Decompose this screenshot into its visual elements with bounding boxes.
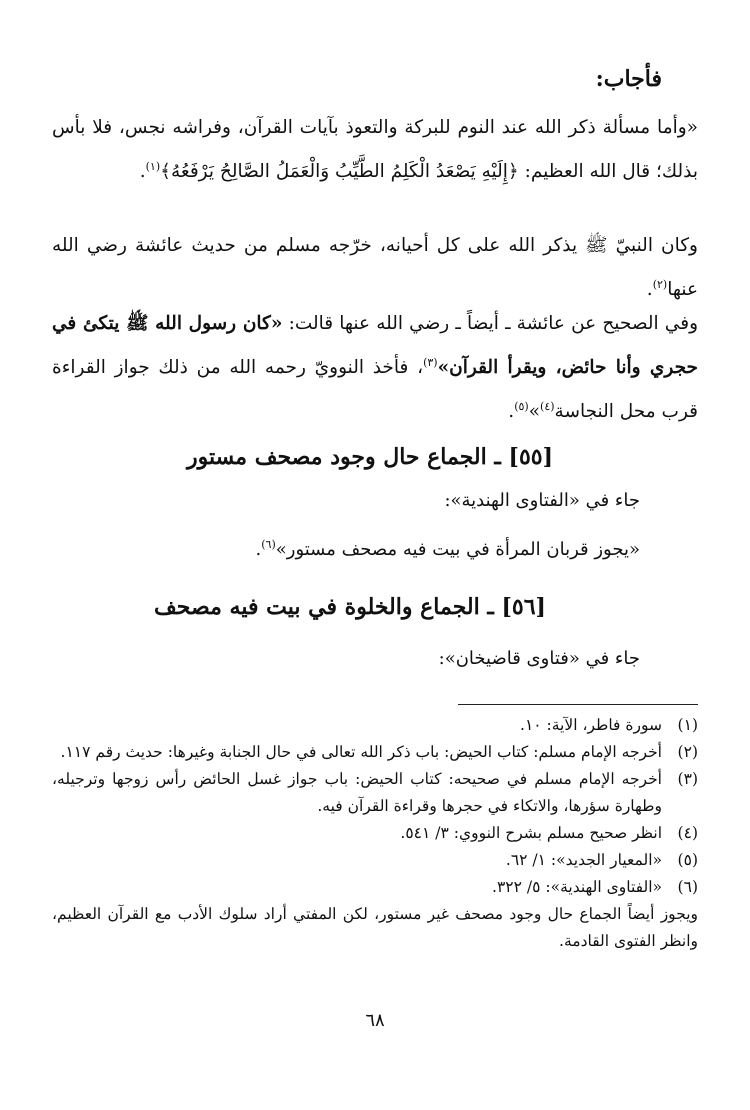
footnote-ref-5[interactable]: (٥) [514,400,529,414]
footnote-text: انظر صحيح مسلم بشرح النووي: ٣/ ٥٤١. [400,824,662,842]
footnote-4 [52,820,698,847]
footnote-text: سورة فاطر، الآية: ١٠. [520,716,662,734]
footnote-number: (٤) [677,824,698,842]
paragraph-3-rest: ، فأخذ النوويّ رحمه الله من ذلك جواز القراءة قرب محل النجاسة [52,357,698,423]
section-56-source: جاء في «فتاوى قاضيخان»: [438,648,640,669]
footnote-number: (٣) [677,770,698,788]
footnote-number: (٥) [677,851,698,869]
paragraph-3 [52,304,698,431]
footnote-3 [52,766,698,820]
footnote-number: (١) [677,716,698,734]
footnotes [52,712,698,955]
footnote-1 [52,712,698,739]
paragraph-1-end: . [139,161,146,183]
footnote-5 [52,847,698,874]
footnote-number: (٦) [677,878,698,896]
footnote-text: «الفتاوى الهندية»: ٥/ ٣٢٢. [492,878,662,896]
section-55-heading: [٥٥] ـ الجماع حال وجود مصحف مستور [187,444,553,470]
paragraph-3-end: . [508,401,515,423]
section-56-heading: [٥٦] ـ الجماع والخلوة في بيت فيه مصحف [154,594,546,620]
footnote-ref-2[interactable]: (٢) [652,278,668,291]
section-55-source: جاء في «الفتاوى الهندية»: [444,490,640,511]
paragraph-1-text: «وأما مسألة ذكر الله عند النوم للبركة والتعوذ بآيات القرآن، وفراشه نجس، فلا بأس بذلك؛ قال الله العظيم: ﴿إِلَيْهِ يَصْعَدُ الْكَلِمُ الطَّيِّبُ وَالْعَمَلُ الصَّالِحُ يَرْفَعُهُ﴾ [52,117,698,183]
paragraph-2-end: . [646,279,653,301]
footnote-ref-4[interactable]: (٤) [540,400,555,414]
section-55-quote [256,538,641,560]
footnote-ref-1[interactable]: (١) [145,160,161,173]
footnote-2 [52,739,698,766]
footnote-ref-6[interactable]: (٦) [261,538,276,551]
hadith-quote: «كان رسول الله ﷺ يتكئ في حجري وأنا حائض، ويقرأ القرآن» [52,313,698,379]
footnote-text: «المعيار الجديد»: ١/ ٦٢. [505,851,662,869]
footnote-divider [458,704,698,705]
footnote-6-continuation: ويجوز أيضاً الجماع حال وجود مصحف غير مستور، لكن المفتي أراد سلوك الأدب مع القرآن العظيم، وانظر الفتوى القادمة. [52,905,698,950]
answer-lead: فأجاب: [595,66,662,92]
paragraph-2 [52,226,698,309]
footnote-number: (٢) [677,743,698,761]
section-55-quote-end: . [255,539,262,560]
footnote-ref-3[interactable]: (٣) [423,356,438,369]
footnote-text: أخرجه الإمام مسلم في صحيحه: كتاب الحيض: باب جواز غسل الحائض رأس زوجها وترجيله، وطهارة سؤرها، والاتكاء في حجرها وقراءة القرآن فيه. [52,770,662,815]
footnote-6 [52,874,698,901]
section-55-quote-text: «يجوز قربان المرأة في بيت فيه مصحف مستور» [275,539,640,560]
paragraph-1 [52,108,698,191]
paragraph-2-text: وكان النبيّ ﷺ يذكر الله على كل أحيانه، خرّجه مسلم من حديث عائشة رضي الله عنها [52,235,698,301]
page-number: ٦٨ [365,1010,385,1031]
paragraph-3-start: وفي الصحيح عن عائشة ـ أيضاً ـ رضي الله عنها قالت: [282,313,699,334]
paragraph-3-close: » [528,401,541,423]
footnote-text: أخرجه الإمام مسلم: كتاب الحيض: باب ذكر الله تعالى في حال الجنابة وغيرها: حديث رقم ١١٧. [60,743,662,761]
